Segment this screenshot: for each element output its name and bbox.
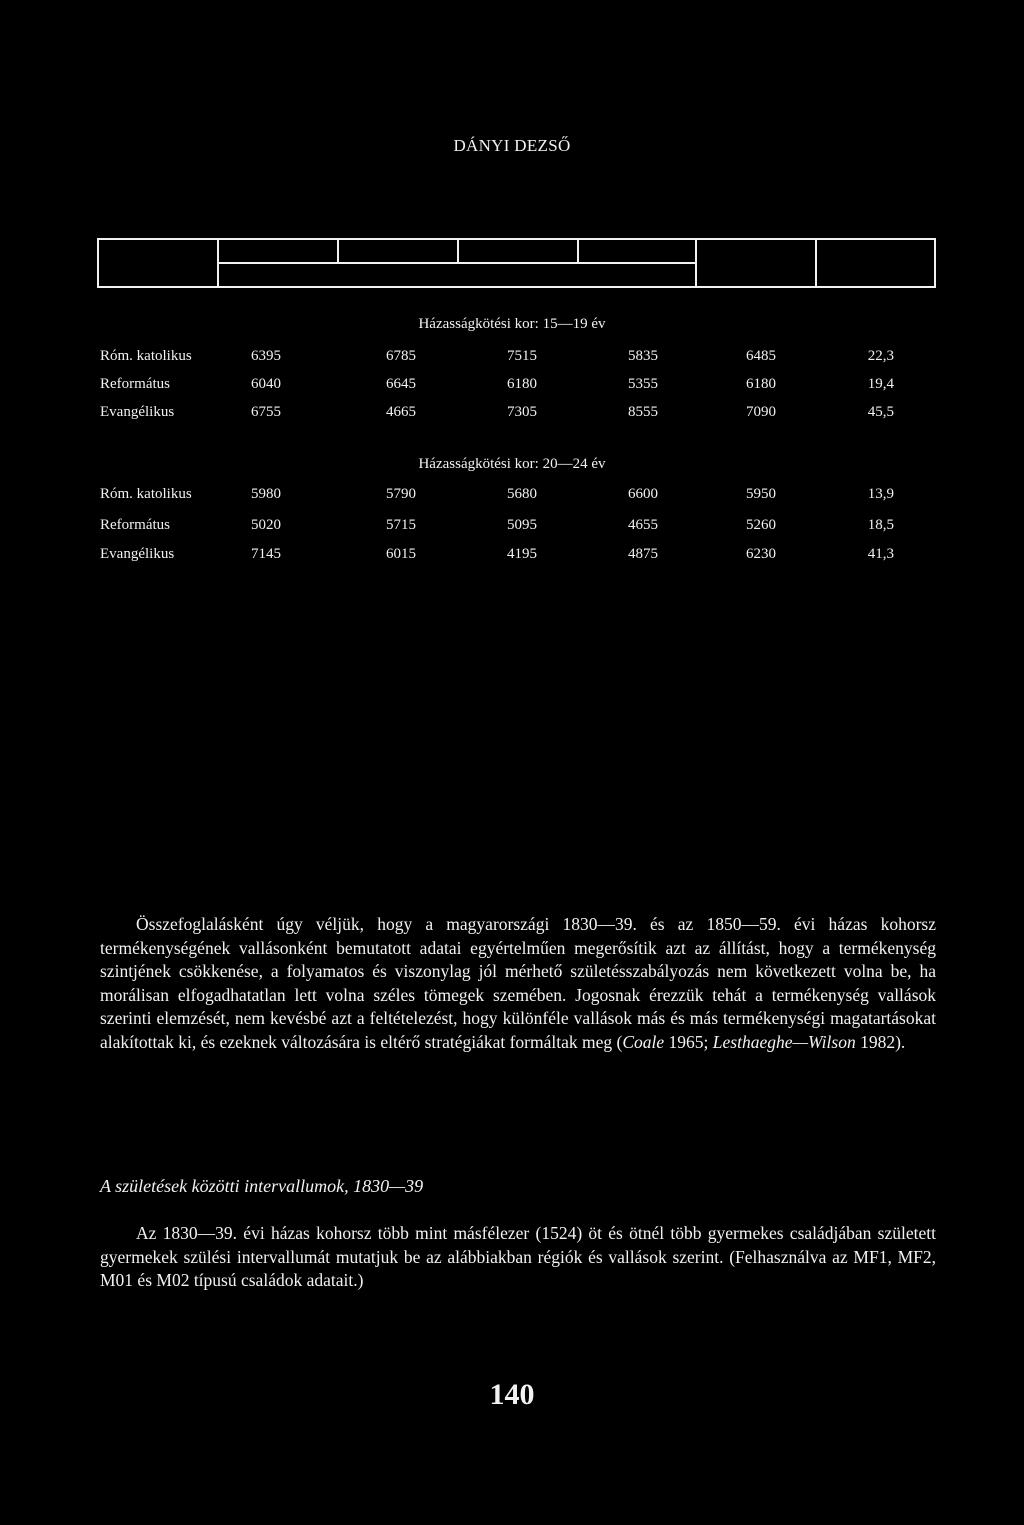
grid-divider — [337, 240, 339, 262]
table-cell: 6755 — [251, 404, 281, 420]
table-cell: 6180 — [507, 376, 537, 392]
table-cell: 7515 — [507, 348, 537, 364]
table-cell: 5680 — [507, 486, 537, 502]
paragraph-text: Összefoglalásként úgy véljük, hogy a magyarországi 1830—39. és az 1850—59. évi házas kohorsz termékenységének vallásonként bemutatott adatai egyértelműen megerősítik azt az állítást, hogy a termékenység szintjének csökkenése, a folyamatos és viszonylag jól mérhető születésszabályozás nem következett volna be, ha morálisan elfogadhatatlan lett volna széles tömegek szemében. Jogosnak érezzük tehát a termékenység vallások szerinti elemzését, nem kevésbé azt a feltételezést, hogy különféle vallások más és más termékenységi magatartásokat alakítottak ki, és ezeknek változására is eltérő stratégiákat formáltak meg ( — [100, 914, 936, 1052]
table-cell: 7145 — [251, 546, 281, 562]
table-cell: 5980 — [251, 486, 281, 502]
table-cell: 5260 — [746, 517, 776, 533]
section-heading: A születések közötti intervallumok, 1830—39 — [100, 1176, 424, 1196]
section-label: Házasságkötési kor: 15—19 év — [418, 316, 606, 332]
table-cell: 22,3 — [867, 348, 894, 364]
table-cell: 5020 — [251, 517, 281, 533]
table-cell: 13,9 — [867, 486, 894, 502]
table-cell: 5715 — [386, 517, 416, 533]
table-cell: 6230 — [746, 546, 776, 562]
table-row — [0, 517, 1024, 537]
table-cell: 6645 — [386, 376, 416, 392]
table-cell: 6180 — [746, 376, 776, 392]
citation: Coale — [622, 1031, 665, 1052]
grid-divider — [577, 240, 579, 262]
table-cell: 5095 — [507, 517, 537, 533]
page-number: 140 — [489, 1378, 535, 1411]
table-cell: 7090 — [746, 404, 776, 420]
table-cell: 45,5 — [867, 404, 894, 420]
citation-year: 1965; — [664, 1031, 713, 1052]
table-cell: 5790 — [386, 486, 416, 502]
table-row — [0, 486, 1024, 506]
table-cell: 6040 — [251, 376, 281, 392]
row-label: Református — [100, 376, 170, 392]
body-paragraph — [100, 913, 936, 1055]
table-row — [0, 546, 1024, 566]
table-cell: 5835 — [628, 348, 658, 364]
grid-divider — [695, 240, 697, 286]
table-cell: 5355 — [628, 376, 658, 392]
table-row — [0, 348, 1024, 368]
table-cell: 4195 — [507, 546, 537, 562]
table-cell: 5950 — [746, 486, 776, 502]
table-cell: 19,4 — [867, 376, 894, 392]
running-header: DÁNYI DEZSŐ — [453, 136, 571, 155]
table-cell: 6015 — [386, 546, 416, 562]
section-label: Házasságkötési kor: 20—24 év — [418, 456, 606, 472]
table-cell: 6600 — [628, 486, 658, 502]
table-cell: 7305 — [507, 404, 537, 420]
table-cell: 6395 — [251, 348, 281, 364]
grid-divider — [457, 240, 459, 262]
table-row — [0, 404, 1024, 424]
table-cell: 41,3 — [867, 546, 894, 562]
body-paragraph: Az 1830—39. évi házas kohorsz több mint másfélezer (1524) öt és ötnél több gyermekes családjában született gyermekek szülési intervallumát mutatjuk be az alábbiakban régiók és vallások szerint. (Felhasználva az MF1, MF2, M01 és M02 típusú családok adatait.) — [100, 1223, 936, 1291]
grid-divider — [815, 240, 817, 286]
row-label: Róm. katolikus — [100, 486, 192, 502]
row-label: Református — [100, 517, 170, 533]
citation-year: 1982). — [855, 1031, 906, 1052]
table-cell: 18,5 — [867, 517, 894, 533]
row-label: Evangélikus — [100, 404, 175, 420]
table-cell: 4875 — [628, 546, 658, 562]
table-cell: 6785 — [386, 348, 416, 364]
table-cell: 4655 — [628, 517, 658, 533]
row-label: Evangélikus — [100, 546, 175, 562]
row-label: Róm. katolikus — [100, 348, 192, 364]
table-cell: 8555 — [628, 404, 658, 420]
citation: Lesthaeghe—Wilson — [712, 1031, 856, 1052]
grid-divider — [217, 262, 696, 264]
table-row — [0, 376, 1024, 396]
table-cell: 4665 — [386, 404, 416, 420]
table-header-grid — [97, 238, 936, 288]
table-cell: 6485 — [746, 348, 776, 364]
